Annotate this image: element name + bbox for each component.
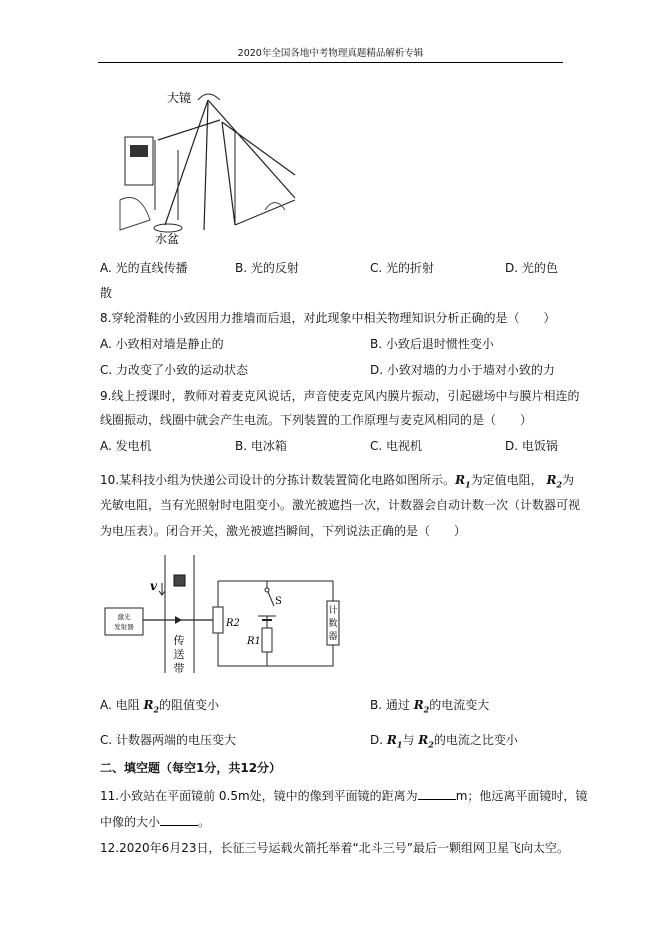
counter-label-2: 数	[328, 619, 338, 629]
r2-symbol	[143, 698, 160, 715]
laser-label-2: 发射器	[114, 623, 134, 631]
q9-option-c[interactable]: C. 电视机	[370, 439, 423, 453]
q9-option-d[interactable]: D. 电饭锅	[505, 439, 558, 453]
r1-sub: 1	[396, 739, 403, 750]
basin-label: 水盆	[155, 232, 180, 246]
q8-option-d[interactable]: D. 小致对墙的力小于墙对小致的力	[370, 363, 555, 377]
r2-symbol	[413, 698, 430, 715]
r1-label: R1	[247, 636, 261, 647]
q7-option-c[interactable]: C. 光的折射	[370, 261, 435, 275]
q10-option-c[interactable]: C. 计数器两端的电压变大	[100, 733, 237, 747]
r1-sub: 1	[465, 479, 471, 490]
q10-stem-text: 为	[562, 473, 575, 487]
r2-sub: 2	[423, 704, 430, 715]
q11-line-1	[100, 787, 587, 804]
q10-stem-text: 10.某科技小组为快递公司设计的分拣计数装置简化电路如图所示。	[100, 473, 456, 487]
package-icon	[174, 575, 185, 586]
r1-letter: R	[455, 473, 466, 487]
counter-label-1: 计	[328, 606, 338, 616]
r2-symbol	[418, 733, 434, 750]
r1-letter: R	[386, 733, 397, 747]
q9-stem-1: 9.线上授课时，教师对着麦克风说话，声音使麦克风内膜片振动，引起磁场中与膜片相连的	[100, 389, 580, 403]
q9-stem-2: 线圈振动，线圈中就会产生电流。下列装置的工作原理与麦克风相同的是（ ）	[100, 413, 533, 427]
r2-letter: R	[413, 698, 424, 712]
q7-option-d[interactable]: D. 光的色	[505, 261, 558, 275]
option-text: A. 电阻	[100, 698, 144, 712]
option-text: 与	[402, 733, 419, 747]
q10-option-b[interactable]	[370, 697, 489, 717]
q10-stem-text: 为定值电阻，	[470, 473, 543, 487]
r1-symbol	[386, 733, 403, 750]
q7-option-d-wrap: 散	[100, 286, 113, 300]
q8-option-c[interactable]: C. 力改变了小致的运动状态	[100, 363, 249, 377]
header-rule	[98, 62, 563, 63]
q12-stem: 12.2020年6月23日，长征三号运载火箭托举着“北斗三号”最后一颗组网卫星飞向太空。	[100, 841, 569, 855]
option-text: 的阻值变小	[159, 698, 220, 712]
circuit-figure	[95, 555, 375, 685]
q10-option-d[interactable]	[370, 732, 518, 752]
r2-sub: 2	[428, 739, 434, 750]
mirror-figure	[100, 80, 300, 250]
belt-label-2: 送	[173, 648, 185, 661]
q10-option-a[interactable]	[100, 697, 219, 717]
q11-text: m；他远离平面镜时，镜	[455, 789, 588, 803]
r2-letter: R	[143, 698, 154, 712]
answer-blank[interactable]	[418, 787, 456, 800]
option-text: 的电流变大	[429, 698, 490, 712]
r1-resistor	[262, 628, 272, 652]
r1-symbol	[455, 473, 471, 490]
q11-line-2	[100, 813, 210, 830]
mirror-label: 大镜	[167, 91, 192, 105]
q11-text: 。	[198, 815, 211, 829]
q7-option-b[interactable]: B. 光的反射	[235, 261, 299, 275]
option-text: 的电流之比变小	[433, 733, 518, 747]
r2-letter: R	[546, 473, 557, 487]
answer-blank[interactable]	[160, 813, 198, 826]
belt-label-1: 传	[173, 634, 185, 647]
q11-text: 中像的大小	[100, 815, 161, 829]
laser-label-1: 激光	[117, 613, 131, 621]
q8-option-a[interactable]: A. 小致相对墙是静止的	[100, 337, 224, 351]
r2-sub: 2	[153, 704, 160, 715]
option-text: B. 通过	[370, 698, 414, 712]
r2-symbol	[546, 473, 563, 490]
velocity-label: v	[150, 579, 157, 593]
option-text: D.	[370, 733, 387, 747]
q10-stem-3: 为电压表）。闭合开关，激光被遮挡瞬间，下列说法正确的是（ ）	[100, 524, 467, 538]
r2-sub: 2	[556, 479, 563, 490]
switch-label: S	[275, 596, 282, 607]
q8-option-b[interactable]: B. 小致后退时惯性变小	[370, 337, 494, 351]
q9-option-b[interactable]: B. 电冰箱	[235, 439, 287, 453]
q8-stem: 8.穿轮滑鞋的小致因用力推墙而后退，对此现象中相关物理知识分析正确的是（ ）	[100, 311, 556, 325]
r2-letter: R	[418, 733, 429, 747]
q9-option-a[interactable]: A. 发电机	[100, 439, 152, 453]
belt-label-3: 带	[173, 662, 185, 675]
r2-label: R2	[226, 618, 240, 629]
q7-option-a[interactable]: A. 光的直线传播	[100, 261, 188, 275]
page-header: 2020年全国各地中考物理真题精品解析专辑	[237, 48, 424, 59]
q11-text: 11.小致站在平面镜前 0.5m处，镜中的像到平面镜的距离为	[100, 789, 418, 803]
q10-stem-1	[100, 472, 574, 492]
section-title: 二、填空题（每空1分，共12分）	[100, 761, 282, 775]
q10-stem-2: 光敏电阻，当有光照射时电阻变小。激光被遮挡一次，计数器会自动计数一次（计数器可视	[100, 498, 581, 512]
counter-label-3: 器	[328, 632, 338, 642]
r2-resistor	[213, 607, 223, 633]
